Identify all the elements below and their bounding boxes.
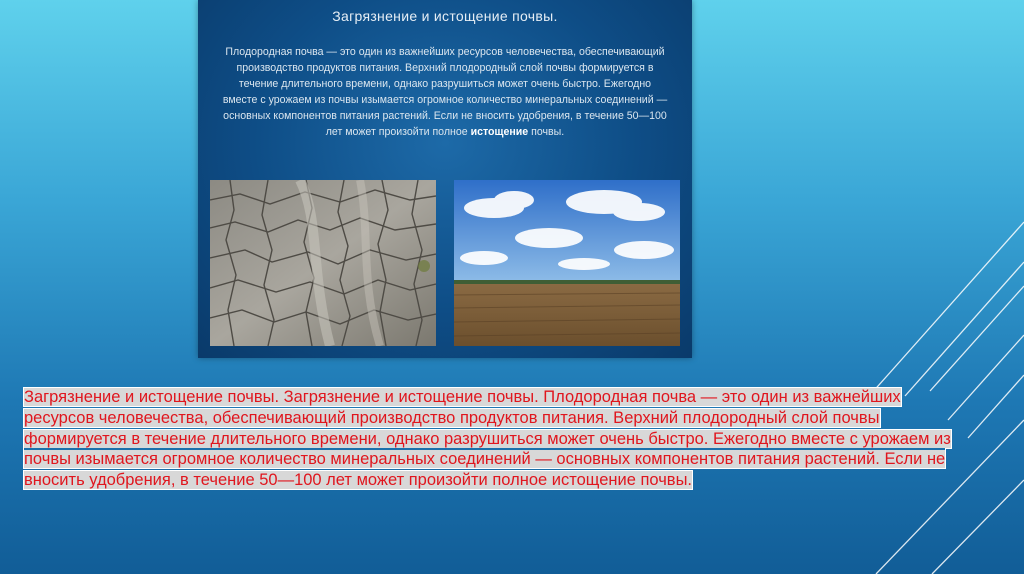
slide-body-bold: истощение — [470, 126, 529, 138]
slide-title: Загрязнение и истощение почвы. — [332, 8, 558, 24]
caption-highlighted-text: Загрязнение и истощение почвы. Загрязнение и истощение почвы. Плодородная почва — это один из важнейших ресурсов человечества, обеспечивающий производство продуктов питания. Верхний плодородный слой почвы формируется в течение длительного времени, однако разрушиться может очень быстро. Ежегодно вместе с урожаем из почвы изымается огромное количество минеральных соединений — основных компонентов питания растений. Если не вносить удобрения, в течение 50—100 лет может произойти полное истощение почвы. — [24, 388, 951, 490]
slide-caption-text — [24, 387, 964, 491]
slide-image — [198, 0, 692, 358]
cracked-dry-soil-photo — [210, 180, 436, 346]
plowed-field-sky-photo — [454, 180, 680, 346]
slide-body — [222, 44, 668, 140]
slide-body-text: Плодородная почва — это один из важнейших ресурсов человечества, обеспечивающий производство продуктов питания. Верхний плодородный слой почвы формируется в течение длительного времени, однако разрушиться может очень быстро. Ежегодно вместе с урожаем из почвы изымается огромное количество минеральных соединений — основных компонентов питания растений. Если не вносить удобрения, в течение 50—100 лет может произойти полное — [222, 46, 668, 138]
slide-body-end: почвы. — [531, 126, 565, 138]
